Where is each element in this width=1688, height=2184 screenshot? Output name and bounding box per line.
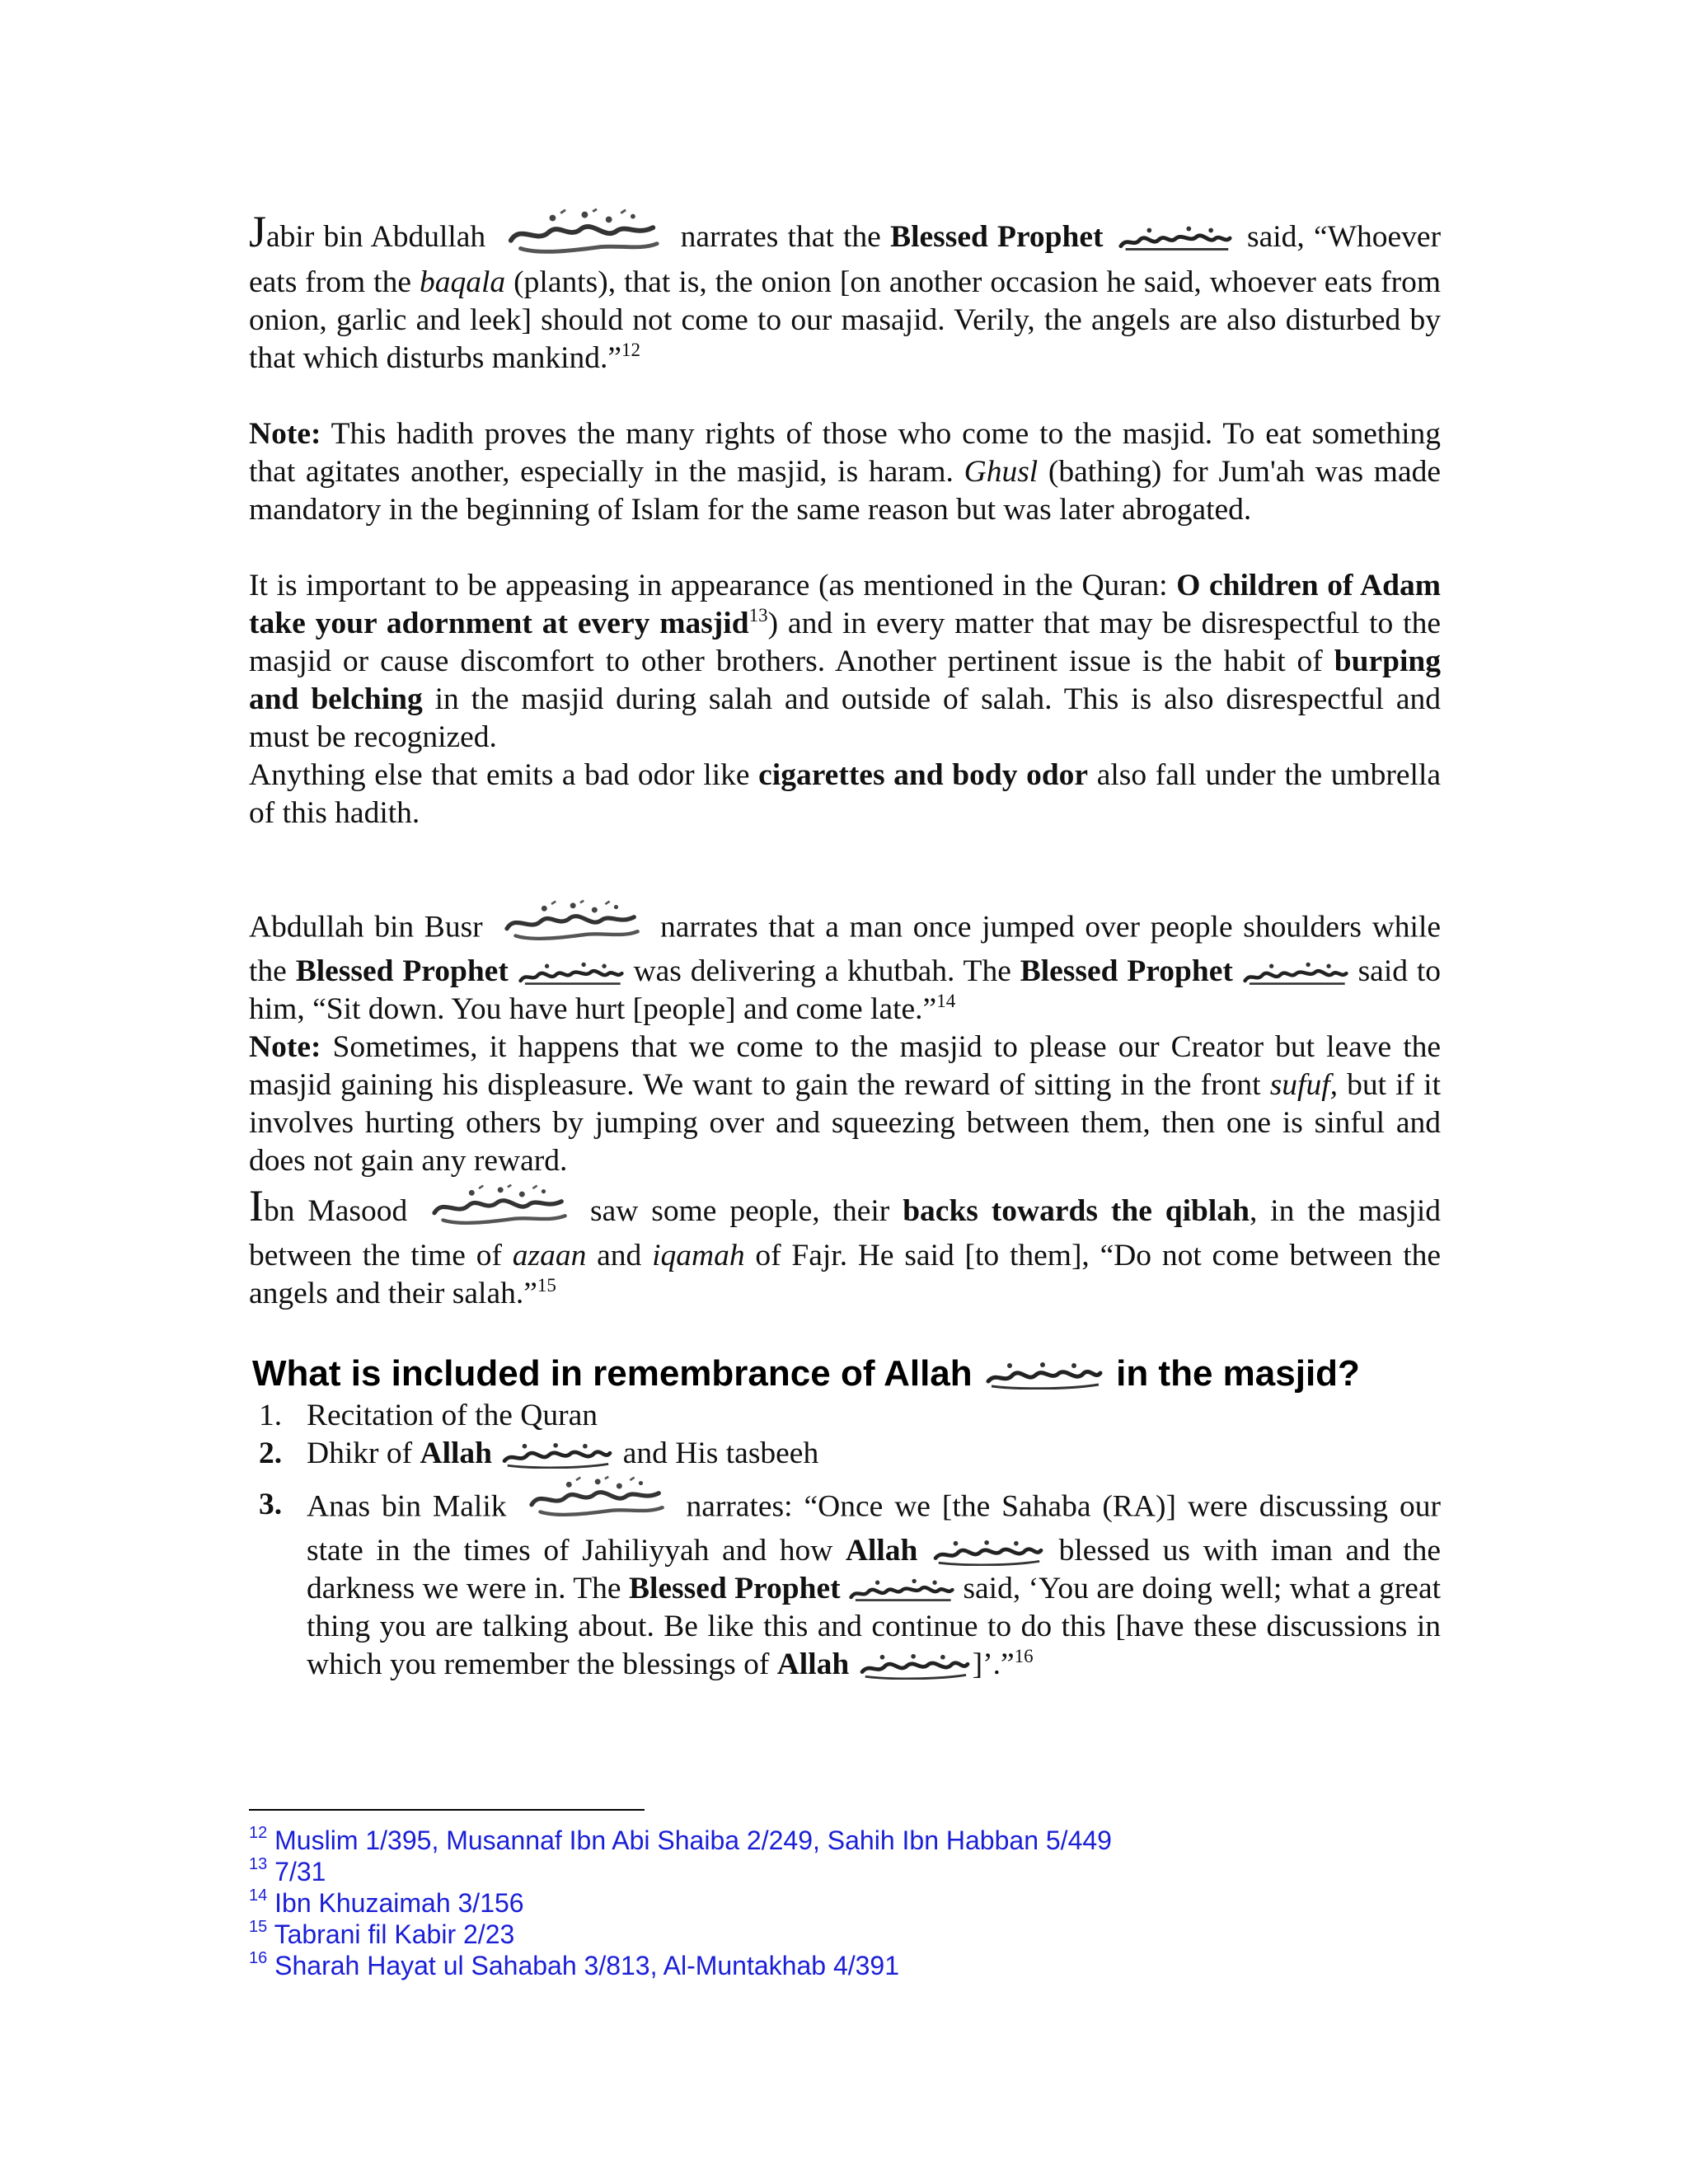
footnote-separator (249, 1809, 645, 1811)
text: in the masjid during salah and outside of salah. This is also disrespectful and must be recognized. (249, 682, 1441, 755)
radiallahu-anhu-calligraphy (526, 1474, 666, 1521)
italic-term: Ghusl (964, 455, 1039, 490)
paragraph-jabir-hadith (249, 207, 1442, 377)
text: narrates that the (680, 220, 881, 254)
footnotes (249, 1825, 1441, 1981)
footnote-number: 16 (249, 1949, 268, 1967)
allah-label: Allah (420, 1436, 493, 1470)
salla-allahu-alayhi-calligraphy (1118, 225, 1233, 253)
footnote-text: Sharah Hayat ul Sahabah 3/813, Al-Muntakhab 4/391 (274, 1951, 900, 1980)
subhanahu-wa-taala-calligraphy (499, 1442, 615, 1469)
list-item (249, 1397, 1441, 1435)
footnote-text: Muslim 1/395, Musannaf Ibn Abi Shaiba 2/249, Sahih Ibn Habban 5/449 (274, 1825, 1112, 1855)
footnote-ref-12[interactable]: 12 (621, 340, 641, 361)
salla-allahu-alayhi-calligraphy (518, 961, 625, 987)
salla-allahu-alayhi-calligraphy (848, 1577, 955, 1604)
note-label: Note: (249, 417, 321, 452)
bold-term: cigarettes and body odor (758, 758, 1089, 793)
section-heading (252, 1351, 1441, 1397)
remembrance-list (249, 1397, 1441, 1684)
footnote-ref-16[interactable]: 16 (1014, 1645, 1034, 1666)
radiallahu-anhu-calligraphy (504, 208, 661, 257)
text: , in the masjid between the time of (249, 1194, 1442, 1272)
italic-term: baqala (420, 265, 506, 300)
text: and His tasbeeh (622, 1436, 819, 1470)
note-label: Note: (249, 1030, 321, 1065)
list-number: 2. (259, 1436, 283, 1470)
text: of Fajr. He said [to them], “Do not come between the angels and their salah.” (249, 1238, 1442, 1310)
text: also fall under the umbrella of this hadith. (249, 758, 1442, 831)
list-item (249, 1435, 1441, 1473)
text: was delivering a khutbah. The (633, 954, 1011, 989)
footnote-ref-13[interactable]: 13 (748, 605, 768, 626)
salla-allahu-alayhi-calligraphy (1242, 961, 1349, 987)
text: but if it involves hurting others by jumping over and squeezing between them, then one is sinful and does not gain any reward. (249, 1068, 1441, 1179)
text: Sometimes, it happens that we come to the masjid to please our Creator but leave the masjid gaining his displeasure. We want to gain the reward of sitting in the front (249, 1030, 1442, 1103)
text: bn Masood (263, 1194, 408, 1229)
footnote-number: 15 (249, 1918, 268, 1936)
quran-quote: O children of Adam take your adornment at every masjid (249, 569, 1442, 641)
text: said, “Whoever eats from the (249, 220, 1442, 300)
allah-label: Allah (845, 1533, 918, 1568)
footnote-text: 7/31 (274, 1857, 326, 1886)
subhanahu-wa-taala-calligraphy (857, 1653, 973, 1680)
footnote-ref-14[interactable]: 14 (936, 991, 956, 1012)
footnote-15[interactable] (249, 1919, 1441, 1950)
allah-label: Allah (776, 1647, 850, 1681)
bold-term: burping and belching (249, 644, 1441, 717)
drop-cap: I (249, 1181, 264, 1231)
text: and (597, 1238, 642, 1272)
text: (plants), that is, the onion [on another occasion he said, whoever eats from onion, garlic and leek] should not come to our masajid. Verily, the angels are also disturbed by that which disturbs mankind.” (249, 265, 1441, 376)
paragraph-note-1 (249, 415, 1441, 529)
paragraph-appearance (249, 567, 1441, 757)
footnote-number: 14 (249, 1886, 268, 1905)
italic-term: iqamah (652, 1238, 745, 1272)
document-body (249, 207, 1442, 1684)
text: said to him, “Sit down. You have hurt [people] and come late.” (249, 954, 1442, 1027)
drop-cap: J (249, 207, 267, 256)
footnote-ref-15[interactable]: 15 (537, 1274, 556, 1296)
radiallahu-anhu-calligraphy (501, 898, 641, 944)
italic-term: sufuf, (1269, 1068, 1338, 1103)
text: Anas bin Malik (307, 1489, 507, 1524)
text: ) and in every matter that may be disrespectful to the masjid or cause discomfort to other brothers. Another pertinent issue is the habit of (249, 607, 1441, 679)
radiallahu-anhu-calligraphy (429, 1183, 569, 1229)
bold-term: backs towards the qiblah (903, 1194, 1250, 1229)
text: ]’.” (972, 1647, 1015, 1681)
heading-text: What is included in remembrance of Allah (252, 1352, 973, 1394)
text: Abdullah bin Busr (249, 911, 483, 944)
text: Recitation of the Quran (307, 1398, 598, 1432)
text: (bathing) for Jum'ah was made mandatory in the beginning of Islam for the same reason but was later abrogated. (249, 455, 1441, 527)
footnote-text: Tabrani fil Kabir 2/23 (274, 1919, 515, 1949)
blessed-prophet-label: Blessed Prophet (1020, 954, 1233, 989)
footnote-16[interactable] (249, 1950, 1441, 1981)
footnote-number: 12 (249, 1824, 268, 1842)
text: Anything else that emits a bad odor like (249, 758, 750, 793)
footnote-12[interactable] (249, 1825, 1441, 1856)
text: narrates that a man once jumped over people shoulders while the (249, 911, 1442, 989)
text: abir bin Abdullah (266, 220, 486, 254)
paragraph-bad-odor (249, 757, 1441, 832)
paragraph-note-2 (249, 1029, 1441, 1180)
text: Dhikr of (307, 1436, 413, 1470)
list-number: 3. (259, 1487, 283, 1521)
subhanahu-wa-taala-calligraphy (982, 1361, 1106, 1390)
text: said, ‘You are doing well; what a great thing you are talking about. Be like this and continue to do this [have these discussions in which you remember the blessings of (307, 1571, 1442, 1681)
text: It is important to be appeasing in appearance (as mentioned in the Quran: (249, 569, 1168, 603)
text: saw some people, their (590, 1194, 890, 1229)
blessed-prophet-label: Blessed Prophet (628, 1571, 841, 1605)
list-item (249, 1486, 1441, 1684)
blessed-prophet-label: Blessed Prophet (295, 954, 509, 989)
footnote-13[interactable] (249, 1856, 1441, 1887)
subhanahu-wa-taala-calligraphy (931, 1540, 1046, 1566)
text: narrates: “Once we [the Sahaba (RA)] were discussing our state in the times of Jahiliyyah and how (307, 1489, 1441, 1568)
paragraph-ibn-masood (249, 1181, 1442, 1312)
footnote-number: 13 (249, 1855, 268, 1873)
list-number: 1. (259, 1398, 283, 1432)
footnote-text: Ibn Khuzaimah 3/156 (274, 1888, 524, 1918)
heading-text: in the masjid? (1116, 1352, 1360, 1394)
footnote-14[interactable] (249, 1887, 1441, 1919)
text: blessed us with iman and the darkness we were in. The (307, 1533, 1442, 1605)
paragraph-abdullah-bin-busr (249, 907, 1441, 1029)
blessed-prophet-label: Blessed Prophet (890, 220, 1104, 254)
italic-term: azaan (512, 1238, 587, 1272)
text: This hadith proves the many rights of those who come to the masjid. To eat something that agitates another, especially in the masjid, is haram. (249, 417, 1441, 490)
